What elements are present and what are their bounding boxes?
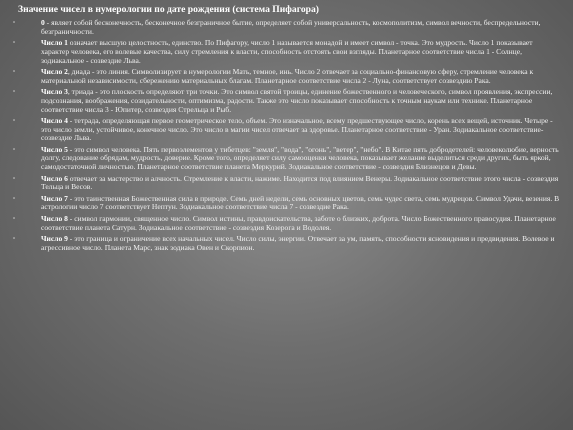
- item-lead: Число 8: [41, 213, 68, 223]
- list-item-0: [12, 19, 560, 37]
- bullet-icon: ▫: [13, 20, 16, 26]
- list-item-1: [12, 39, 560, 65]
- item-lead: Число 9: [41, 233, 68, 243]
- item-body: - это символ человека. Пять первоэлементов у тибетцев: "земля", "вода", "огонь", "ветер", "небо". В Китае пять добродетелей: человеколюбие, верность долгу, следование обрядам, мудрость, доверие. Кроме того, определяет силу самооценки человека, показывает желание выделиться среди других, быть яркой, самодостаточной личностью. Планетарное соответствие планета Меркурий. Зодиакальное соответствие - созвездия Близнецов и Девы.: [41, 144, 559, 172]
- numbers-list: [12, 19, 560, 255]
- bullet-icon: ▫: [13, 68, 16, 75]
- item-body: , диада - это линия. Символизирует в нумерологии Мать, темное, инь. Число 2 отвечает за социально-финансовую сферу, стремление человека к материальной независимости, сбережению материальных благам. Планетарное соответствие числа 2 - Луна, соответствует созвездию Рака.: [41, 66, 534, 85]
- item-text: [41, 117, 560, 143]
- bullet-icon: ▫: [13, 89, 16, 96]
- item-lead: Число 7: [41, 193, 68, 203]
- item-text: [41, 215, 560, 233]
- list-item-9: [12, 235, 560, 253]
- item-lead: Число 2: [41, 66, 68, 76]
- bullet-icon: ▫: [13, 235, 16, 242]
- item-text: [41, 195, 560, 213]
- list-item-7: [12, 195, 560, 213]
- item-body: отвечает за мастерство и алчность. Стремление к власти, нажиме. Находится под влиянием Венеры. Зодиакальное соответствие этого числа - созвездия Тельца и Весов.: [41, 173, 559, 192]
- item-lead: Число 5: [41, 144, 68, 154]
- item-text: [41, 235, 560, 253]
- item-text: [41, 68, 560, 86]
- bullet-icon: ▫: [13, 215, 16, 222]
- item-text: [41, 175, 560, 193]
- bullet-icon: ▫: [13, 40, 16, 47]
- bullet-icon: ▫: [13, 195, 16, 202]
- list-item-2: [12, 68, 560, 86]
- item-body: - это граница и ограничение всех начальных чисел. Число силы, энергии. Отвечает за ум, память, способности ясновидения и предвидения. Волевое и агрессивное число. Планета Марс, знак зодиака Овен и Скорпион.: [41, 233, 555, 252]
- item-body: - это таинственная Божественная сила в природе. Семь дней недели, семь основных цветов, семь чудес света, семь мудрецов. Символ Удачи, везения. В астрологии число 7 соответствует Нептун. Зодиакальное соответствие числа 7 - созвездие Рака.: [41, 193, 560, 212]
- list-item-5: [12, 146, 560, 172]
- item-lead: Число 1: [41, 38, 68, 48]
- item-lead: Число 6: [41, 173, 68, 183]
- list-item-8: [12, 215, 560, 233]
- item-body: - символ гармонии, священное число. Символ истины, правдоискательства, заботе о близких, доброта. Число Божественного правосудия. Планетарное соответствие планета Сатурн. Зодиакальное соответствие - созвездия Козерога и Водолея.: [41, 213, 556, 232]
- slide-title: Значение чисел в нумерологии по дате рождения (система Пифагора): [18, 4, 319, 15]
- item-lead: Число 3: [41, 87, 68, 97]
- list-item-4: [12, 117, 560, 143]
- item-text: [41, 19, 560, 37]
- item-body: , триада - это плоскость определяют три точки. Это символ святой троицы, единение божественного и человеческого, символ проявления, экспрессии, подсознания, воображения, созидательности, оптимизма, радости. Также это число показывает способность к точным наукам или технике. Планетарное соответствие числа 3 - Юпитер, созвездия Стрельца и Рыб.: [41, 87, 553, 114]
- item-text: [41, 88, 560, 114]
- item-lead: 0: [41, 18, 45, 27]
- bullet-icon: ▫: [13, 146, 16, 153]
- item-body: - являет собой бесконечность, бесконечное безграничное бытие, определяет собой универсальность, космополитизм, символ вечности, беспредельности, безграничности.: [41, 18, 541, 36]
- item-body: означает высшую целостность, единство. По Пифагору, число 1 называется монадой и имеет символ - точка. Это мудрость. Число 1 показывает характер человека, его волевые качества, силу стремления к власти, способность отстоять свои взгляды. Планетарное соответствие числа 1 - Солнце, зодиакальное - созвездие Льва.: [41, 38, 533, 65]
- bullet-icon: ▫: [13, 117, 16, 124]
- list-item-3: [12, 88, 560, 114]
- item-body: - тетрада, определяющая первое геометрическое тело, объем. Это изначальное, всему предшествующее число, корень всех вещей, источник. Четыре - это число земли, устойчивое, конечное число. Это число в магии чисел отвечает за здоровье. Планетарное соответствие - Уран. Зодиакальное соответствие- созвездие Льва.: [41, 115, 553, 143]
- list-item-6: [12, 175, 560, 193]
- item-text: [41, 146, 560, 172]
- bullet-icon: ▫: [13, 175, 16, 182]
- item-lead: Число 4: [41, 115, 68, 125]
- item-text: [41, 39, 560, 65]
